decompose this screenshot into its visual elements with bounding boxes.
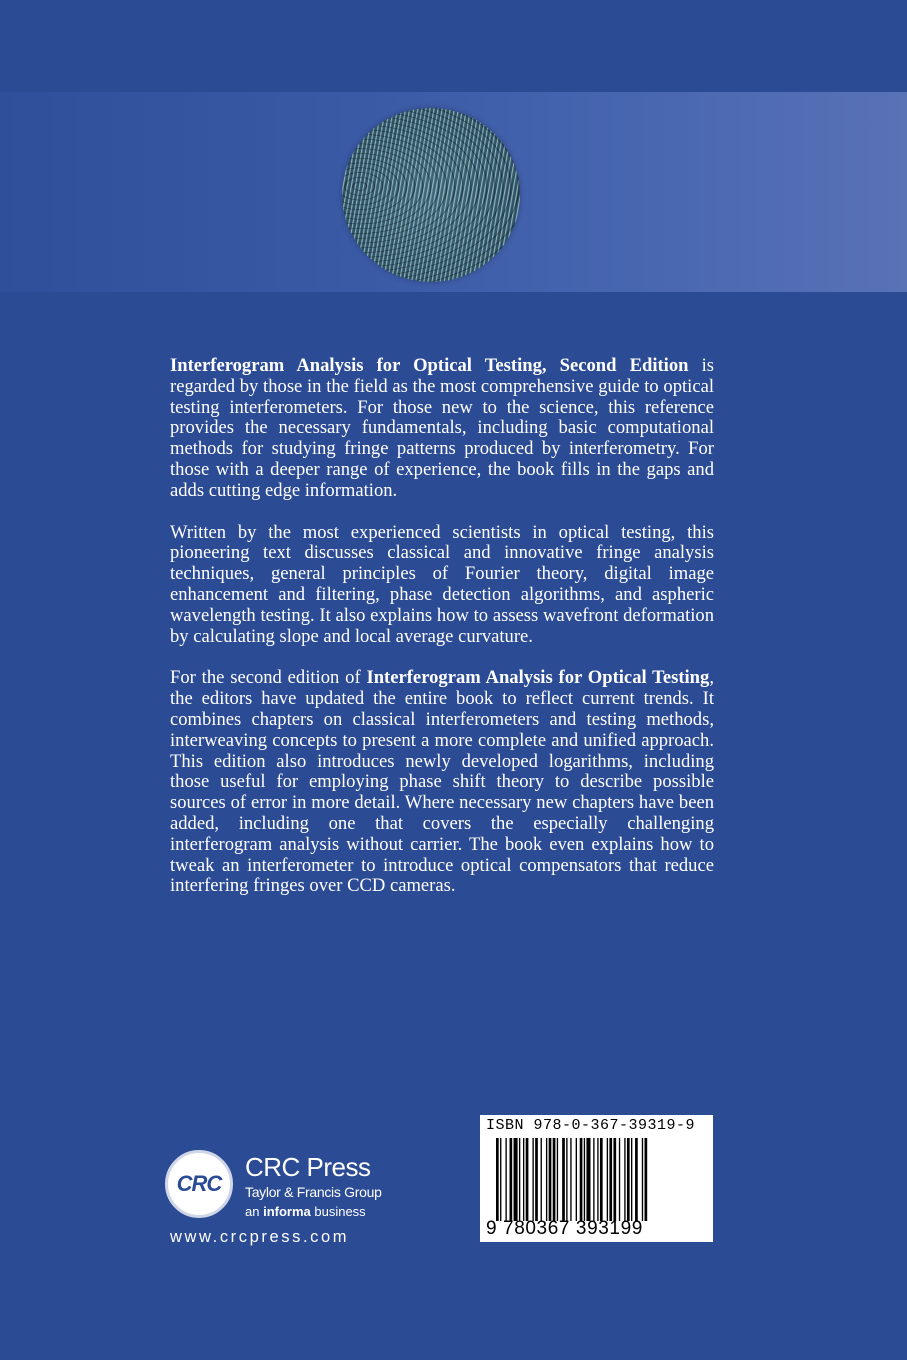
publisher-name: CRC Press: [245, 1152, 371, 1182]
barcode-bar: [597, 1138, 598, 1221]
barcode-bar: [496, 1138, 499, 1221]
blurb-paragraph-3-text: , the editors have updated the entire book to reflect current trends. It combines chapters on classical interferometers and testing methods, interweaving concepts to present a more complete and unified approach. This edition also introduces newly developed logarithms, including those useful for employing phase shift theory to describe possible sources of error in more detail. Where necessary new chapters have been added, including one that covers the especially challenging interferogram analysis without carrier. The book even explains how to tweak an interferometer to introduce optical compensators that reduce interfering fringes over CCD cameras.: [170, 667, 714, 897]
blurb-paragraph-1: [170, 356, 714, 502]
isbn-label: ISBN 978-0-367-39319-9: [486, 1117, 696, 1134]
publisher-group: Taylor & Francis Group: [245, 1184, 382, 1200]
barcode-bar: [549, 1138, 552, 1221]
barcode-bar: [500, 1138, 501, 1221]
business-prefix: an: [245, 1204, 264, 1219]
barcode-bar: [541, 1138, 542, 1221]
barcode-bar: [546, 1138, 547, 1221]
barcode-bar: [619, 1138, 620, 1221]
barcode-bar: [600, 1138, 603, 1221]
barcode-bar: [535, 1138, 538, 1221]
book-title-inline: Interferogram Analysis for Optical Testing: [366, 667, 710, 689]
business-bold: informa: [263, 1204, 311, 1219]
blurb-paragraph-2: Written by the most experienced scientists in optical testing, this pioneering text discusses classical and innovative fringe analysis techniques, general principles of Fourier theory, digital image enhancement and filtering, phase detection algorithms, and aspheric wavelength testing. It also explains how to assess wavefront deformation by calculating slope and local average curvature.: [170, 521, 714, 647]
barcode-bar: [526, 1138, 529, 1221]
crc-badge-text: CRC: [176, 1171, 222, 1196]
blurb-paragraph-3-lead: For the second edition of: [170, 667, 367, 689]
barcode-bar: [613, 1138, 616, 1221]
barcode-bar: [586, 1138, 590, 1221]
crc-logo-icon: [165, 1150, 233, 1218]
barcode-bar: [576, 1138, 577, 1221]
interferogram-fringe-image: [342, 108, 520, 282]
barcode-bar: [645, 1138, 648, 1221]
cover-blurb: [170, 356, 714, 918]
publisher-website: www.crcpress.com: [170, 1228, 350, 1246]
barcode-bar: [584, 1138, 585, 1221]
barcode-bar: [514, 1138, 518, 1221]
barcode-bar: [593, 1138, 594, 1221]
isbn-barcode: [480, 1115, 713, 1242]
barcode-bar: [532, 1138, 533, 1221]
book-title: Interferogram Analysis for Optical Testing, Second Edition: [170, 355, 689, 376]
barcode-bar: [566, 1138, 567, 1221]
barcode-bar: [624, 1138, 625, 1221]
barcode-bar: [607, 1138, 608, 1221]
barcode-bar: [642, 1138, 643, 1221]
barcode-bar: [505, 1138, 506, 1221]
isbn-digits: 9 780367 393199: [486, 1218, 643, 1239]
barcode-bars: [496, 1138, 706, 1221]
barcode-bar: [570, 1138, 571, 1221]
barcode-bar: [562, 1138, 565, 1221]
barcode-bar: [631, 1138, 632, 1221]
barcode-bar: [553, 1138, 556, 1221]
barcode-bar: [557, 1138, 558, 1221]
barcode-bar: [580, 1138, 583, 1221]
barcode-bar: [627, 1138, 630, 1221]
barcode-bar: [609, 1138, 612, 1221]
publisher-brand: [245, 1152, 382, 1222]
publisher-business: [245, 1202, 382, 1222]
barcode-bar: [523, 1138, 524, 1221]
blurb-paragraph-3: [170, 668, 714, 897]
barcode-bar: [519, 1138, 520, 1221]
barcode-bar: [510, 1138, 513, 1221]
barcode-bar: [635, 1138, 638, 1221]
publisher-logo: [163, 1148, 403, 1248]
blurb-paragraph-1-text: is regarded by those in the field as the most comprehensive guide to optical testing interferometers. For those new to the science, this reference provides the necessary fundamentals, including basic computational methods for studying fringe patterns produced by interferometry. For those with a deeper range of experience, the book fills in the gaps and adds cutting edge information.: [170, 355, 714, 501]
business-suffix: business: [310, 1204, 366, 1219]
